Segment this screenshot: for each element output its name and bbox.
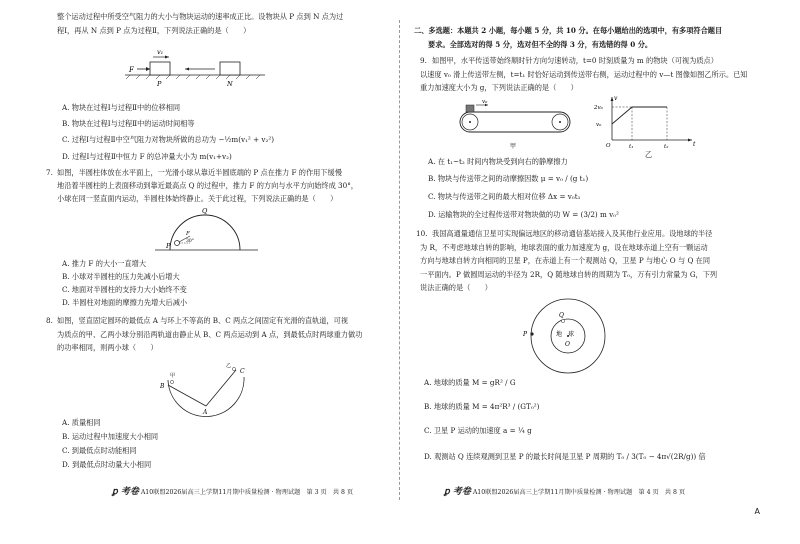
label-F: F [186, 231, 190, 237]
q7-option-a: A. 推力 F 的大小一直增大 [62, 259, 147, 268]
label-A: A [203, 409, 208, 416]
section-title-line1: 二、多选题：本题共 2 小题，每小题 5 分，共 10 分。在每小题给出的选项中，有多项符合题目 [414, 26, 723, 35]
block-N [220, 62, 240, 75]
label-v0: v₀ [482, 99, 488, 105]
label-jia: 甲 [170, 373, 176, 379]
q9-option-b: B. 物块与传送带之间的动摩擦因数 μ = v₀ / (g t₁) [428, 174, 589, 183]
q8-line2: 为质点的甲、乙两小球分别沿两轨道由静止从 B、C 两点运动到 A 点，到最低点时两球重力做功 [57, 330, 363, 339]
block [466, 105, 474, 112]
block-P [150, 62, 170, 75]
q10-line3: 方向与地球自转方向相同的卫星 P，在赤道上有一个观测站 Q，卫星 P 与地心 O 与 Q 在同 [420, 256, 711, 265]
corner-mark: A [754, 507, 760, 516]
q6-option-a: A. 物块在过程Ⅰ与过程Ⅱ中的位移相同 [62, 103, 181, 112]
q7-option-c: C. 地面对半圆柱的支持力大小始终不变 [62, 285, 187, 294]
q8-line3: 的功率相同，则两小球（ ） [57, 343, 158, 352]
kaojuan-logo: ꝑ 考卷 [444, 487, 471, 497]
q7-option-d: D. 半圆柱对地面的摩擦力先增大后减小 [62, 298, 188, 307]
fig-jia-label: 甲 [510, 143, 517, 150]
q8-option-a: A. 质量相同 [62, 418, 101, 427]
q8-line1: 如图，竖直固定圆环的最低点 A 与环上不等高的 B、C 两点之间固定有光滑的直轨道，可视 [57, 316, 349, 325]
q9-line3: 重力加速度大小为 g，下列说法正确的是（ ） [420, 83, 578, 92]
q6-option-d: D. 过程Ⅰ与过程Ⅱ中恒力 F 的总冲量大小为 m(v₁+v₂) [62, 152, 232, 161]
q9-vt-graph [592, 94, 702, 154]
q8-figure [150, 355, 260, 415]
q7-figure [150, 205, 260, 255]
tick-t2: t₂ [664, 144, 669, 150]
label-yi: 乙 [226, 363, 232, 369]
label-angle: 30° [186, 239, 194, 244]
q7-line2: 地沿着半圆柱的上表面移动到靠近最高点 Q 的过程中，推力 F 的方向与水平方向始终成 30°， [57, 181, 358, 190]
q10-option-d: D. 观测站 Q 连续观测到卫星 P 的最长时间是卫星 P 周期的 T₀ / 3(T₀ − 4π√(2R/g)) 倍 [424, 452, 706, 461]
q10-option-a: A. 地球的质量 M = gR² / G [424, 378, 516, 387]
q10-orbit-figure [523, 296, 608, 376]
q9-line2: 以速度 v₀ 滑上传送带左侧，t=t₁ 时恰好运动到传送带右侧，运动过程中的 v—t 图像如图乙所示。已知 [420, 70, 748, 79]
q9-option-c: C. 物块与传送带之间的最大相对位移 Δx = v₀t₁ [428, 192, 581, 201]
q6-intro-line2: 程Ⅰ，再从 N 点到 P 点为过程Ⅱ，下列说法正确的是（ ） [57, 26, 251, 35]
q6-figure [125, 47, 265, 87]
q6-option-c: C. 过程Ⅰ与过程Ⅱ中空气阻力对物块所做的总功为 −½m(v₁² + v₂²) [62, 135, 275, 144]
q8-option-b: B. 运动过程中加速度大小相同 [62, 432, 159, 441]
section-title-line2: 要求。全部选对的得 5 分，选对但不全的得 3 分，有选错的得 0 分。 [428, 40, 653, 49]
q10-option-b: B. 地球的质量 M = 4π²R³ / (GT₀²) [424, 402, 540, 411]
label-B: B [160, 383, 165, 390]
q7-line3: 小球在同一竖直面内运动，半圆柱体始终静止。关于此过程，下列说法正确的是（ ） [57, 194, 338, 203]
q8-option-d: D. 到最低点时动量大小相同 [62, 460, 152, 469]
label-earth: 地 球 [556, 331, 575, 338]
label-P: P [523, 331, 528, 338]
q9-option-d: D. 运输物块的全过程传送带对物块做的功 W = (3/2) m v₀² [428, 210, 619, 219]
ball [175, 241, 180, 246]
axis-t: t [693, 141, 696, 148]
footer-text: A10联盟2026届高三上学期11月期中质量检测 · 物理试题 第 3 页 共 8 页 [140, 489, 354, 496]
tick-t1: t₁ [629, 144, 634, 150]
tick-v0: v₀ [596, 122, 602, 128]
label-N: N [227, 80, 233, 88]
fig-yi-label: 乙 [645, 150, 653, 159]
q9-option-a: A. 在 t₁~t₂ 时间内物块受到向右的静摩擦力 [428, 157, 568, 166]
axis-v: v [614, 95, 618, 102]
footer-text: A10联盟2026届高三上学期11月期中质量检测 · 物理试题 第 4 页 共 8 页 [472, 489, 686, 496]
left-footer [112, 484, 353, 497]
q10-option-c: C. 卫星 P 运动的加速度 a = ¼ g [424, 426, 532, 435]
tick-2v0: 2v₀ [594, 105, 603, 111]
origin: O [606, 143, 611, 149]
q9-number: 9. [420, 56, 427, 65]
q7-line1: 如图，半圆柱体放在水平面上，一光滑小球从靠近半圆底端的 P 点在推力 F 的作用下缓慢 [57, 168, 342, 177]
label-Q: Q [202, 207, 208, 215]
label-Q: Q [559, 312, 564, 319]
q8-number: 8. [46, 316, 53, 325]
label-C: C [240, 368, 245, 375]
right-footer [444, 484, 685, 497]
q6-intro-line1: 整个运动过程中所受空气阻力的大小与物块运动的速率成正比。设物块从 P 点到 N 点为过 [57, 12, 344, 21]
label-F: F [129, 66, 134, 74]
q7-option-b: B. 小球对半圆柱的压力先减小后增大 [62, 272, 180, 281]
q10-line2: 为 R，不考虑地球自转的影响，地球表面的重力加速度为 g，设在地球赤道上空有一颗运动 [420, 243, 708, 252]
kaojuan-logo: ꝑ 考卷 [112, 487, 139, 497]
q10-line1: 我国高通量通信卫星可实现偏远地区的移动通信基站接入及其他行业应用。设地球的半径 [432, 229, 713, 238]
label-P: P [166, 242, 171, 250]
q7-number: 7. [46, 168, 53, 177]
q6-option-b: B. 物块在过程Ⅰ与过程Ⅱ中的运动时间相等 [62, 119, 195, 128]
label-P: P [157, 80, 162, 88]
q10-line5: 说法正确的是（ ） [420, 283, 492, 292]
q9-line1: 如图甲，水平传送带始终顺时针方向匀速转动，t=0 时刻质量为 m 的物块（可视为质点） [432, 56, 718, 65]
label-v1: v₁ [157, 48, 164, 56]
q10-number: 10. [416, 229, 428, 238]
label-O: O [565, 341, 570, 348]
q10-line4: 一平面内。P 做圆周运动的半径为 2R，Q 随地球自转的周期为 T₀，万有引力常量为 G，下列 [420, 270, 718, 279]
q8-option-c: C. 到最低点时动能相同 [62, 446, 137, 455]
q9-belt-figure [460, 100, 580, 150]
right-page [400, 0, 800, 544]
